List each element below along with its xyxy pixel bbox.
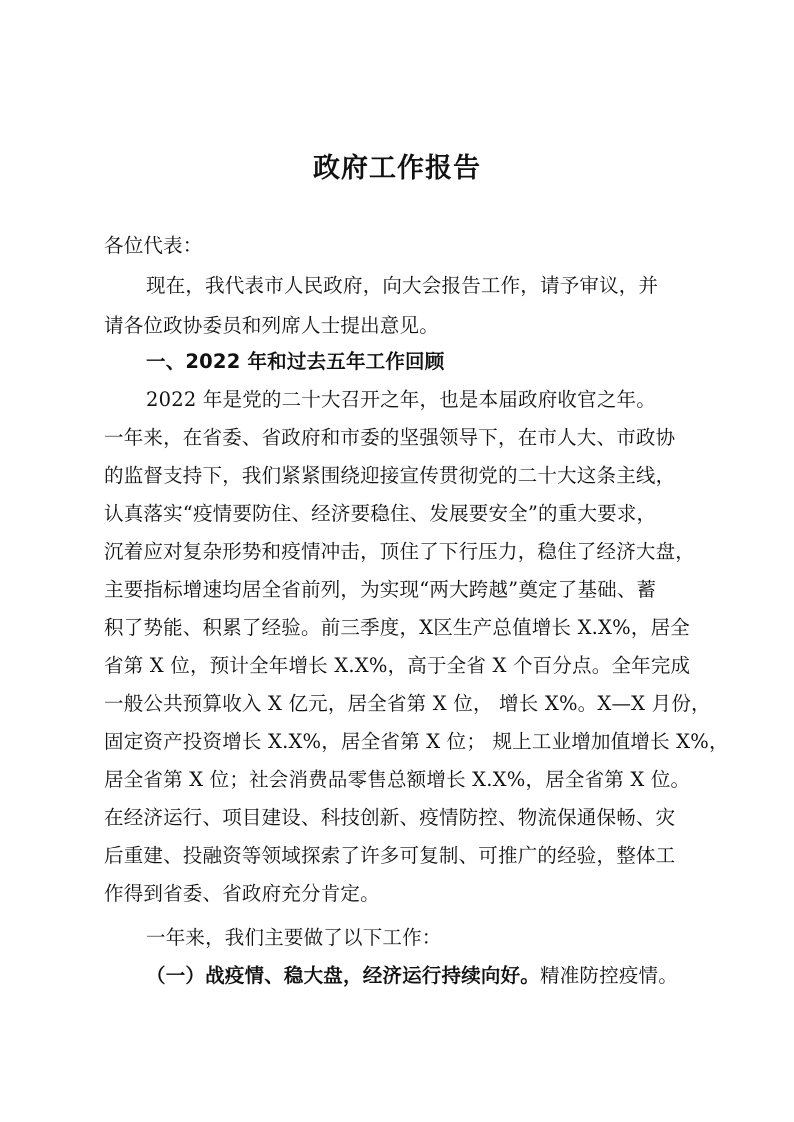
salutation: 各位代表：: [104, 234, 203, 257]
paragraph-line: 省第 X 位，预计全年增长 X.X%，高于全省 X 个百分点。全年完成: [104, 654, 691, 677]
paragraph-line: 一年来，在省委、省政府和市委的坚强领导下，在市人大、市政协: [104, 426, 676, 449]
subsection-text: 精准防控疫情。: [540, 964, 678, 987]
document-title: 政府工作报告: [313, 153, 481, 184]
paragraph-line: 居全省第 X 位；社会消费品零售总额增长 X.X%，居全省第 X 位。: [104, 768, 691, 791]
paragraph-line: 沉着应对复杂形势和疫情冲击，顶住了下行压力，稳住了经济大盘，: [104, 540, 696, 563]
paragraph-line: 后重建、投融资等领域探索了许多可复制、可推广的经验，整体工: [104, 844, 676, 867]
section-heading: 一、2022 年和过去五年工作回顾: [146, 350, 445, 373]
intro-line-2: 请各位政协委员和列席人士提出意见。: [104, 314, 439, 337]
paragraph-line: 积了势能、积累了经验。前三季度，X区生产总值增长 X.X%，居全: [104, 616, 690, 639]
paragraph-line: 的监督支持下，我们紧紧围绕迎接宣传贯彻党的二十大这条主线，: [104, 464, 676, 487]
paragraph-line: 一般公共预算收入 X 亿元，居全省第 X 位， 增长 X%。X—X 月份，: [104, 692, 711, 715]
paragraph-line: 2022 年是党的二十大召开之年，也是本届政府收官之年。: [146, 388, 656, 411]
subsection-line: [146, 960, 678, 992]
paragraph-line: 在经济运行、项目建设、科技创新、疫情防控、物流保通保畅、灾: [104, 806, 676, 829]
paragraph-line: 固定资产投资增长 X.X%，居全省第 X 位； 规上工业增加值增长 X%，: [104, 730, 729, 753]
subsection-heading: （一）战疫情、稳大盘，经济运行持续向好。: [146, 964, 541, 987]
paragraph-line: 主要指标增速均居全省前列，为实现“两大跨越”奠定了基础、蓄: [104, 578, 657, 601]
paragraph-2: 一年来，我们主要做了以下工作：: [146, 926, 442, 949]
intro-line-1: 现在，我代表市人民政府，向大会报告工作，请予审议，并: [146, 274, 659, 297]
paragraph-line: 作得到省委、省政府充分肯定。: [104, 882, 380, 905]
paragraph-line: 认真落实“疫情要防住、经济要稳住、发展要安全”的重大要求，: [104, 502, 657, 525]
